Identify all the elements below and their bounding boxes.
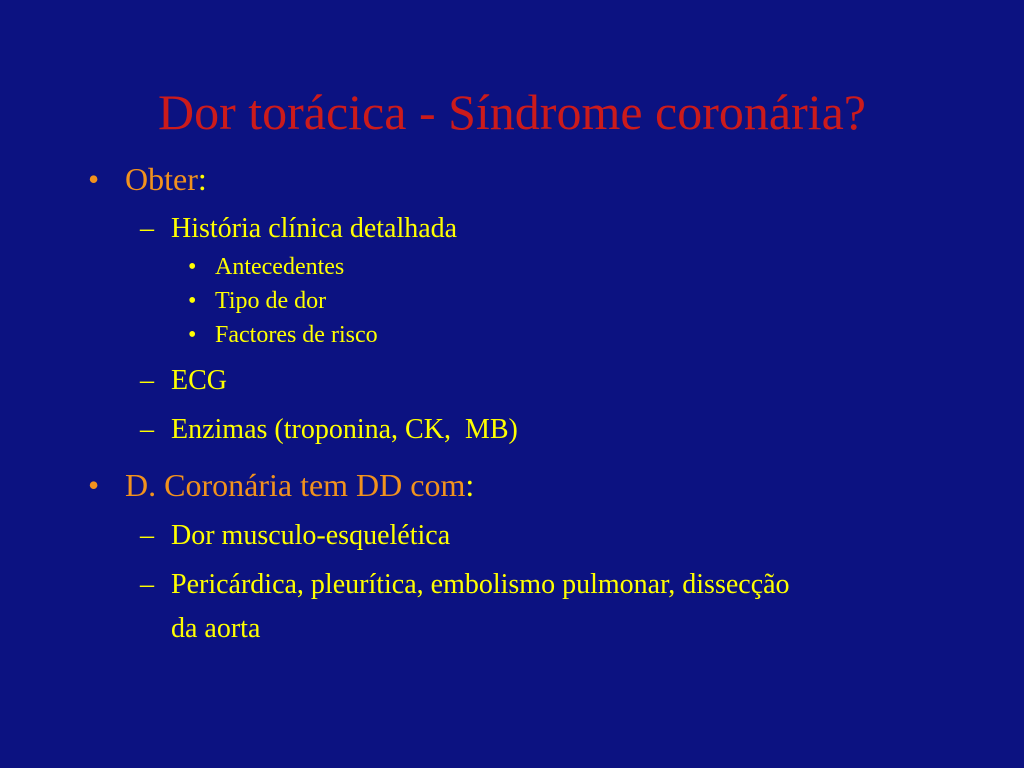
sub-sub-item-text: Antecedentes — [215, 254, 345, 280]
sub-sub-item-text: Tipo de dor — [215, 288, 327, 314]
colon: : — [465, 467, 475, 503]
dash-marker: – — [140, 365, 154, 396]
dash-marker: – — [140, 213, 154, 244]
dash-marker: – — [140, 414, 154, 445]
bullet-label: Obter — [125, 161, 198, 197]
sub-item-text: ECG — [171, 365, 227, 396]
sub-item-text-line2: da aorta — [171, 613, 261, 644]
dash-marker: – — [140, 520, 154, 551]
bullet-label: D. Coronária tem DD com — [125, 467, 466, 503]
bullet-marker: • — [188, 254, 197, 280]
bullet-text — [125, 160, 207, 198]
sub-item-text: Dor musculo-esquelética — [171, 520, 451, 551]
colon: : — [197, 161, 207, 197]
bullet-marker: • — [188, 322, 197, 348]
bullet-text — [125, 466, 474, 504]
bullet-marker: • — [88, 467, 100, 503]
sub-item-text: História clínica detalhada — [171, 213, 458, 244]
slide-title: Dor torácica - Síndrome coronária? — [157, 84, 866, 140]
dash-marker: – — [140, 569, 154, 600]
sub-item-text-line1: Pericárdica, pleurítica, embolismo pulmonar, dissecção — [171, 569, 790, 600]
sub-item-text: Enzimas (troponina, CK, MB) — [171, 414, 518, 445]
sub-sub-item-text: Factores de risco — [215, 322, 378, 348]
bullet-marker: • — [188, 288, 197, 314]
bullet-marker: • — [88, 161, 100, 197]
